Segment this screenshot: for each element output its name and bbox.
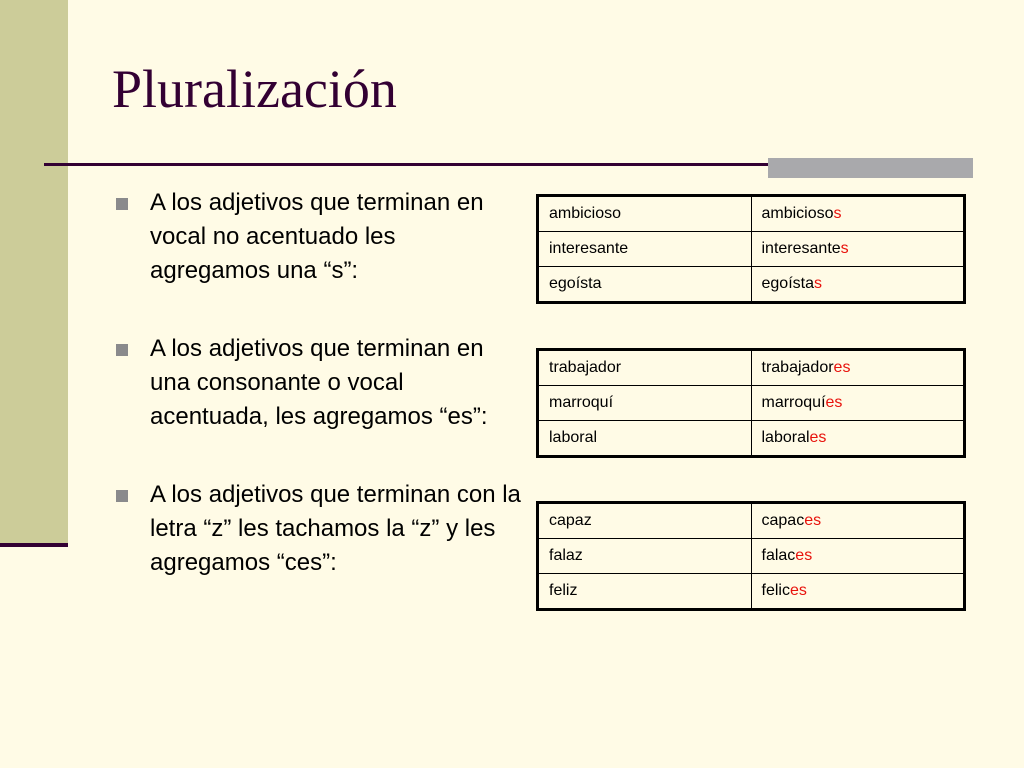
plural-suffix: s	[840, 240, 849, 257]
plural-suffix: es	[825, 394, 843, 411]
plural-suffix: es	[809, 429, 827, 446]
table-row	[538, 386, 965, 421]
plural-cell	[751, 232, 965, 267]
singular-cell: egoísta	[538, 267, 752, 303]
plural-stem: falac	[761, 547, 796, 564]
square-bullet-icon	[116, 198, 128, 210]
table-row	[538, 350, 965, 386]
plural-suffix: es	[804, 512, 822, 529]
bullet-item	[112, 332, 522, 434]
plural-suffix: s	[813, 275, 822, 292]
singular-cell: feliz	[538, 574, 752, 610]
plural-suffix: es	[795, 547, 813, 564]
plural-stem: egoísta	[761, 275, 814, 292]
bullet-list	[112, 186, 522, 580]
plural-cell	[751, 503, 965, 539]
plural-cell	[751, 267, 965, 303]
plural-stem: interesante	[761, 240, 841, 257]
plural-stem: trabajador	[761, 359, 834, 376]
slide-title: Pluralización	[112, 59, 397, 119]
table-row	[538, 503, 965, 539]
bullet-text: A los adjetivos que terminan en una consonante o vocal acentuada, les agregamos “es”:	[150, 335, 488, 430]
plural-cell	[751, 196, 965, 232]
table-row	[538, 267, 965, 303]
plural-cell	[751, 421, 965, 457]
singular-cell: capaz	[538, 503, 752, 539]
plural-stem: laboral	[761, 429, 810, 446]
square-bullet-icon	[116, 344, 128, 356]
bullet-text: A los adjetivos que terminan con la letra “z” les tachamos la “z” y les agregamos “ces”:	[150, 481, 521, 576]
side-band-underline	[0, 543, 68, 547]
plural-suffix: es	[833, 359, 851, 376]
plural-stem: felic	[761, 582, 790, 599]
plural-cell	[751, 574, 965, 610]
title-rule-accent-bar	[768, 158, 973, 178]
table-row	[538, 196, 965, 232]
singular-cell: falaz	[538, 539, 752, 574]
side-band	[0, 0, 68, 545]
singular-cell: laboral	[538, 421, 752, 457]
square-bullet-icon	[116, 490, 128, 502]
plural-stem: marroquí	[761, 394, 826, 411]
plural-suffix: es	[789, 582, 807, 599]
bullet-text: A los adjetivos que terminan en vocal no acentuado les agregamos una “s”:	[150, 189, 484, 284]
plural-suffix: s	[833, 205, 842, 222]
singular-cell: interesante	[538, 232, 752, 267]
plural-table-es	[536, 348, 966, 458]
plural-cell	[751, 386, 965, 421]
singular-cell: marroquí	[538, 386, 752, 421]
plural-cell	[751, 350, 965, 386]
plural-stem: capac	[761, 512, 805, 529]
plural-cell	[751, 539, 965, 574]
plural-table-s	[536, 194, 966, 304]
table-row	[538, 232, 965, 267]
bullet-item	[112, 478, 522, 580]
singular-cell: ambicioso	[538, 196, 752, 232]
singular-cell: trabajador	[538, 350, 752, 386]
plural-stem: ambicioso	[761, 205, 834, 222]
table-row	[538, 421, 965, 457]
bullet-item	[112, 186, 522, 288]
table-row	[538, 539, 965, 574]
plural-table-ces	[536, 501, 966, 611]
table-row	[538, 574, 965, 610]
